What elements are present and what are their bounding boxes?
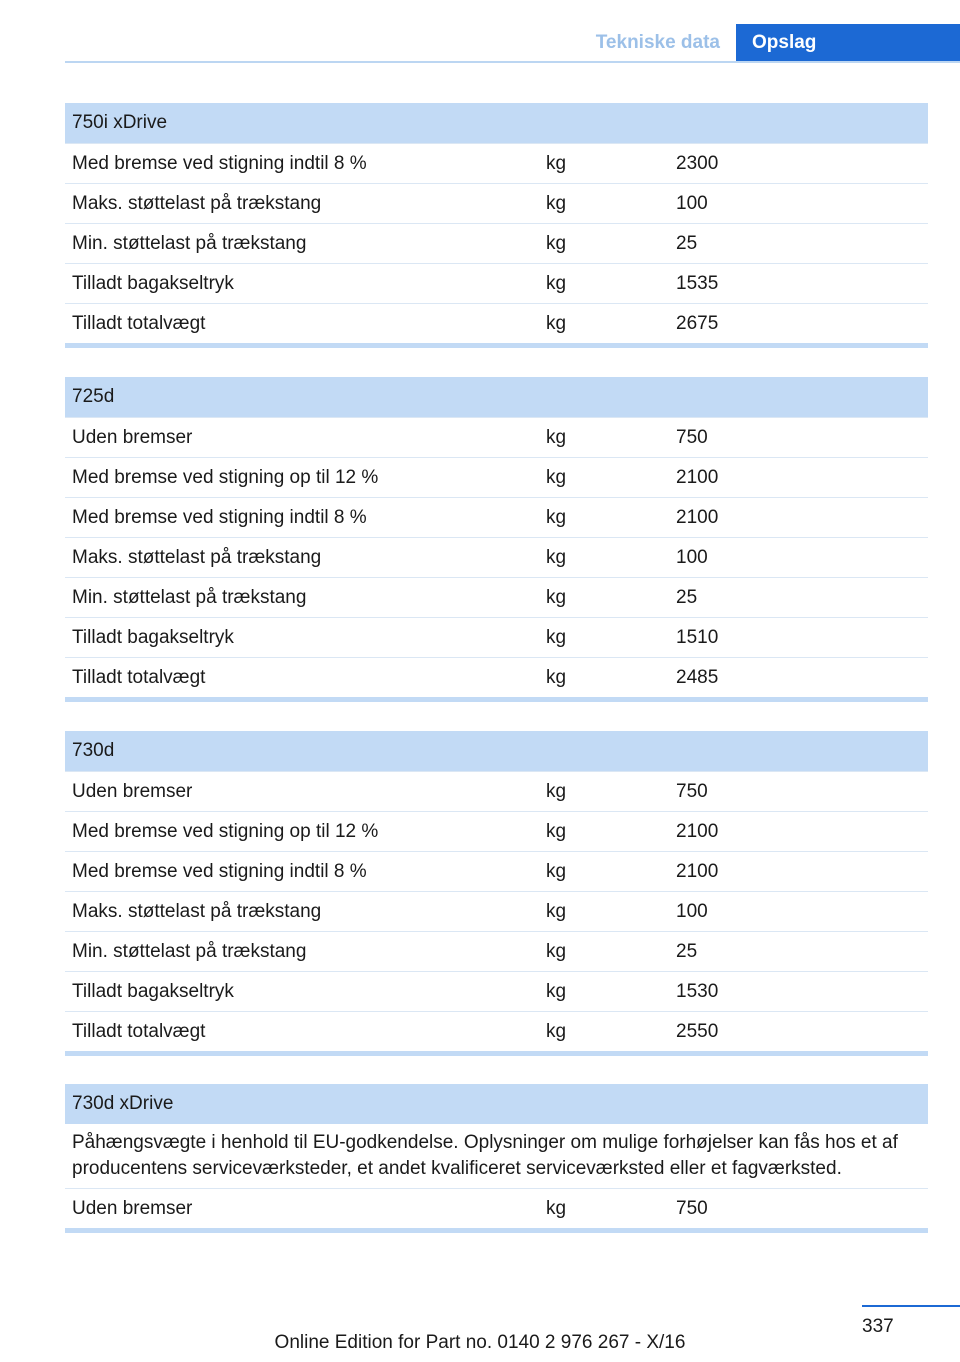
row-unit: kg xyxy=(546,193,567,214)
row-unit: kg xyxy=(546,861,567,882)
row-unit: kg xyxy=(546,981,567,1002)
row-label: Tilladt bagakseltryk xyxy=(72,273,234,294)
table-row xyxy=(65,263,928,303)
table-row xyxy=(65,303,928,343)
row-label: Min. støttelast på trækstang xyxy=(72,233,307,254)
table-row xyxy=(65,143,928,183)
row-unit: kg xyxy=(546,313,567,334)
table-row xyxy=(65,417,928,457)
row-value: 1530 xyxy=(676,981,719,1002)
spec-table-750i-xdrive xyxy=(65,103,928,348)
row-unit: kg xyxy=(546,901,567,922)
row-label: Med bremse ved stigning op til 12 % xyxy=(72,467,379,488)
row-label: Maks. støttelast på trækstang xyxy=(72,193,322,214)
table-row xyxy=(65,457,928,497)
row-label: Tilladt bagakseltryk xyxy=(72,627,234,648)
table-row xyxy=(65,851,928,891)
row-unit: kg xyxy=(546,547,567,568)
table-row xyxy=(65,891,928,931)
row-value: 1510 xyxy=(676,627,719,648)
table-title: 725d xyxy=(65,377,928,417)
row-value: 750 xyxy=(676,427,708,448)
row-label: Tilladt totalvægt xyxy=(72,667,206,688)
row-label: Med bremse ved stigning op til 12 % xyxy=(72,821,379,842)
row-value: 100 xyxy=(676,193,708,214)
row-unit: kg xyxy=(546,507,567,528)
row-value: 100 xyxy=(676,547,708,568)
row-label: Uden bremser xyxy=(72,781,193,802)
table-title: 750i xDrive xyxy=(65,103,928,143)
table-title: 730d xDrive xyxy=(65,1084,928,1124)
row-unit: kg xyxy=(546,467,567,488)
row-label: Tilladt bagakseltryk xyxy=(72,981,234,1002)
chapter-tab[interactable]: Opslag xyxy=(736,24,960,61)
table-title: 730d xyxy=(65,731,928,771)
table-row xyxy=(65,931,928,971)
spec-table-730d xyxy=(65,731,928,1056)
row-value: 2100 xyxy=(676,861,719,882)
row-value: 2100 xyxy=(676,821,719,842)
row-value: 100 xyxy=(676,901,708,922)
row-label: Uden bremser xyxy=(72,427,193,448)
row-label: Med bremse ved stigning indtil 8 % xyxy=(72,153,367,174)
row-value: 1535 xyxy=(676,273,719,294)
row-unit: kg xyxy=(546,1198,567,1219)
row-value: 25 xyxy=(676,233,698,254)
spec-table-725d xyxy=(65,377,928,702)
row-label: Min. støttelast på trækstang xyxy=(72,587,307,608)
table-row xyxy=(65,497,928,537)
row-value: 2550 xyxy=(676,1021,719,1042)
page-number: 337 xyxy=(862,1316,894,1337)
table-row xyxy=(65,223,928,263)
table-row xyxy=(65,657,928,697)
row-value: 2675 xyxy=(676,313,719,334)
row-value: 2100 xyxy=(676,467,719,488)
row-label: Med bremse ved stigning indtil 8 % xyxy=(72,861,367,882)
table-note: Påhængsvægte i henhold til EU-godkendelse. Oplysninger om mulige forhøjelser kan fås hos et af producentens serviceværksteder, et andet kvalificeret serviceværksted eller et fagværksted. xyxy=(72,1132,898,1179)
row-unit: kg xyxy=(546,667,567,688)
row-unit: kg xyxy=(546,627,567,648)
page-number-rule xyxy=(862,1305,960,1307)
row-label: Uden bremser xyxy=(72,1198,193,1219)
page-header xyxy=(65,24,960,63)
row-label: Maks. støttelast på trækstang xyxy=(72,547,322,568)
row-label: Med bremse ved stigning indtil 8 % xyxy=(72,507,367,528)
row-value: 2485 xyxy=(676,667,719,688)
row-value: 25 xyxy=(676,941,698,962)
table-row xyxy=(65,617,928,657)
row-unit: kg xyxy=(546,427,567,448)
row-unit: kg xyxy=(546,233,567,254)
table-row xyxy=(65,811,928,851)
row-label: Min. støttelast på trækstang xyxy=(72,941,307,962)
row-label: Maks. støttelast på trækstang xyxy=(72,901,322,922)
row-value: 25 xyxy=(676,587,698,608)
row-label: Tilladt totalvægt xyxy=(72,1021,206,1042)
table-row xyxy=(65,1188,928,1228)
row-unit: kg xyxy=(546,587,567,608)
table-row xyxy=(65,537,928,577)
row-value: 750 xyxy=(676,1198,708,1219)
table-row xyxy=(65,971,928,1011)
row-unit: kg xyxy=(546,781,567,802)
row-unit: kg xyxy=(546,273,567,294)
row-label: Tilladt totalvægt xyxy=(72,313,206,334)
row-unit: kg xyxy=(546,821,567,842)
table-row xyxy=(65,183,928,223)
spec-table-730d-xdrive xyxy=(65,1084,928,1233)
row-unit: kg xyxy=(546,153,567,174)
row-value: 2100 xyxy=(676,507,719,528)
section-tab[interactable]: Tekniske data xyxy=(595,32,720,53)
table-row xyxy=(65,577,928,617)
table-row xyxy=(65,1011,928,1051)
row-unit: kg xyxy=(546,941,567,962)
row-value: 750 xyxy=(676,781,708,802)
row-value: 2300 xyxy=(676,153,719,174)
row-unit: kg xyxy=(546,1021,567,1042)
table-row xyxy=(65,771,928,811)
footer-edition: Online Edition for Part no. 0140 2 976 267 - X/16 xyxy=(274,1332,686,1353)
